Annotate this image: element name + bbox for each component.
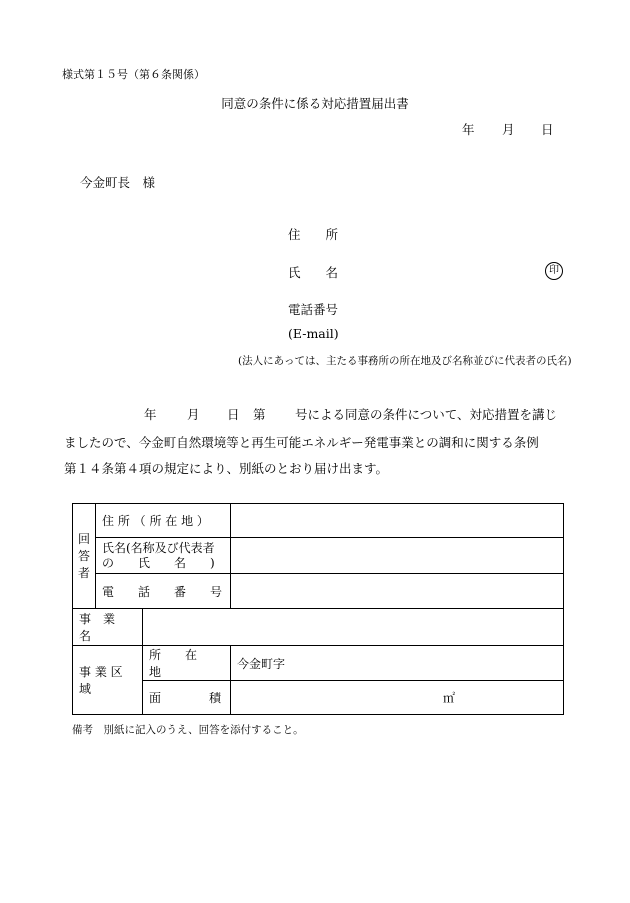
project-area-label: 事 業 区 域 — [73, 646, 143, 715]
response-table — [72, 503, 564, 715]
name-label: 氏 名 — [288, 265, 339, 280]
body-year: 年 — [144, 407, 157, 422]
phone-label: 電話番号 — [288, 302, 339, 317]
area-value-cell[interactable] — [231, 681, 564, 715]
body-line1-rest: 号による同意の条件について、対応措置を講じ — [295, 407, 558, 422]
date-day-label: 日 — [541, 122, 554, 137]
area-unit: ㎡ — [442, 691, 455, 705]
location-value[interactable]: 今金町字 — [231, 646, 564, 681]
body-line2: ましたので、今金町自然環境等と再生可能エネルギー発電事業との調和に関する条例 — [64, 435, 539, 450]
body-day: 日 — [227, 407, 240, 422]
corporate-note: (法人にあっては、主たる事務所の所在地及び名称並びに代表者の氏名) — [238, 355, 572, 367]
address-label: 住 所 — [288, 227, 339, 242]
email-label: (E-mail) — [288, 326, 339, 341]
remarks: 備考 別紙に記入のうえ、回答を添付すること。 — [72, 724, 304, 736]
addressee: 今金町長 様 — [80, 175, 156, 190]
name-row-label: 氏名(名称及び代表者 の 氏 名 ) — [96, 538, 231, 574]
project-name-label: 事 業 名 — [73, 609, 143, 646]
respondent-label: 回 答 者 — [73, 504, 96, 609]
name-value-cell[interactable] — [231, 538, 564, 574]
phone-row-label: 電 話 番 号 — [96, 574, 231, 609]
area-label: 面 積 — [143, 681, 231, 715]
address-value-cell[interactable] — [231, 504, 564, 538]
date-month-label: 月 — [502, 122, 515, 137]
date-year-label: 年 — [462, 122, 475, 137]
phone-value-cell[interactable] — [231, 574, 564, 609]
address-row-label: 住 所 （ 所 在 地 ） — [96, 504, 231, 538]
form-number: 様式第１５号（第６条関係） — [62, 68, 205, 81]
seal-mark: 印 — [545, 262, 563, 280]
body-dai: 第 — [253, 407, 266, 422]
location-label: 所 在 地 — [143, 646, 231, 681]
project-name-value-cell[interactable] — [143, 609, 564, 646]
body-line3: 第１４条第４項の規定により、別紙のとおり届け出ます。 — [64, 461, 389, 476]
body-month: 月 — [187, 407, 200, 422]
document-title: 同意の条件に係る対応措置届出書 — [221, 96, 409, 111]
